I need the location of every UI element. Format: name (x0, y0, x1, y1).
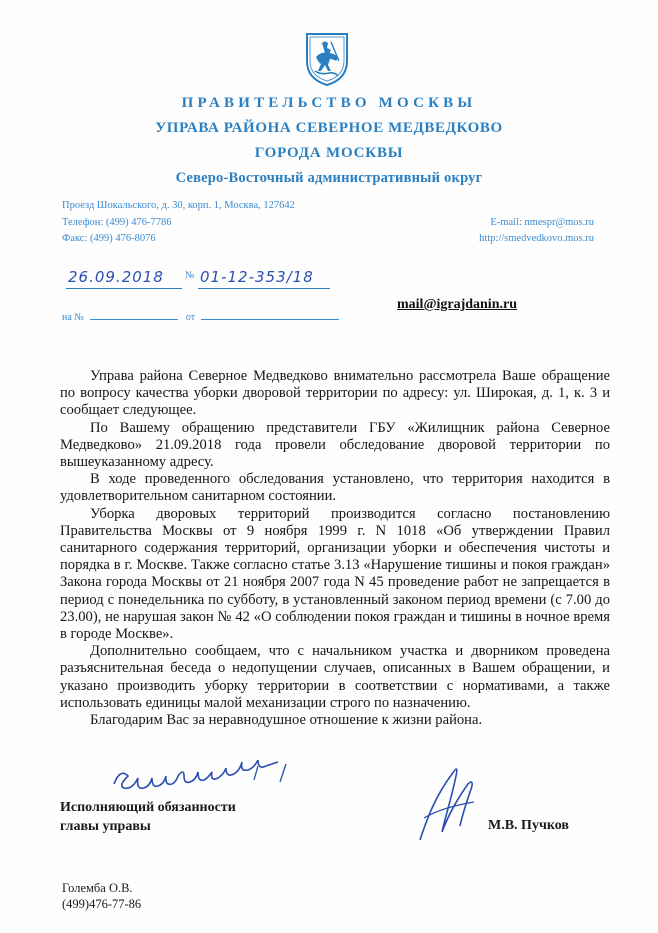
contact-website: http://smedvedkovo.mos.ru (479, 233, 594, 244)
body-paragraph-6: Благодарим Вас за неравнодушное отношение к жизни района. (90, 712, 483, 729)
header-uprava: УПРАВА РАЙОНА СЕВЕРНОЕ МЕДВЕДКОВО (155, 120, 503, 136)
body-paragraph-5: Дополнительно сообщаем, что с начальником участка и дворником проведена разъяснительная беседа о недопущении случаев, описанных в Вашем обращении, и указано производить уборку территории в соответствии с нормативами, а также использовать единицы малой механизации строго по назначению. (60, 643, 610, 711)
letter-body (60, 368, 610, 729)
executor-footer (62, 880, 141, 912)
header-government: ПРАВИТЕЛЬСТВО МОСКВЫ (181, 95, 477, 111)
registration-row (62, 262, 332, 292)
registration-date-field (66, 268, 182, 289)
handwritten-note-icon (108, 760, 338, 796)
contact-phone: Телефон: (499) 476-7786 (62, 217, 172, 228)
reference-na-label: на № (62, 312, 84, 323)
contact-address: Проезд Шокальского, д. 30, корп. 1, Москва, 127642 (62, 200, 295, 211)
recipient-email: mail@igrajdanin.ru (397, 297, 517, 312)
handwritten-signature-icon (412, 762, 482, 842)
moscow-coat-of-arms-icon (304, 31, 350, 87)
body-paragraph-1: Управа района Северное Медведково внимательно рассмотрела Ваше обращение по вопросу качества уборки дворовой территории по адресу: ул. Широкая, д. 1, к. 3 и сообщает следующее. (60, 368, 610, 419)
signatory-title (60, 798, 236, 836)
executor-phone: (499)476-77-86 (62, 897, 142, 911)
signatory-title-line2: главы управы (60, 819, 151, 834)
signatory-title-line1: Исполняющий обязанности (60, 800, 236, 815)
contact-fax: Факс: (499) 476-8076 (62, 233, 156, 244)
reference-ot-label: от (185, 312, 196, 323)
body-paragraph-2: По Вашему обращению представители ГБУ «Жилищник района Северное Медведково» 21.09.2018 года провели обследование дворовой территории по вышеуказанному адресу. (60, 419, 610, 471)
executor-name: Големба О.В. (62, 881, 133, 895)
reference-number-line (90, 310, 178, 320)
reference-date-line (201, 310, 339, 320)
registration-date: 26.09.2018 (68, 268, 164, 286)
body-paragraph-4: Уборка дворовых территорий производится согласно постановлению Правительства Москвы от 9 ноября 1999 г. N 1018 «Об утверждении Правил санитарного содержания территорий, организации уборки и обеспечения чистоты и порядка в г. Москве. Также согласно статье 3.13 «Нарушение тишины и покоя граждан» Закона города Москвы от 21 ноября 2007 года N 45 проведение работ не запрещается в период с понедельника по субботу, в установленный законом период времени (с 7.00 до 23.00), не нарушая закон № 42 «О соблюдении покоя граждан и тишины в ночное время в городе Москве». (60, 505, 610, 643)
reference-row (62, 310, 339, 323)
registration-no-label: № (185, 270, 195, 281)
contact-email: E-mail: nmespr@mos.ru (490, 217, 594, 228)
header-city: ГОРОДА МОСКВЫ (254, 145, 404, 161)
header-okrug: Северо-Восточный административный округ (175, 170, 483, 186)
registration-number-field (198, 268, 330, 289)
body-paragraph-3: В ходе проведенного обследования установлено, что территория находится в удовлетворительном санитарном состоянии. (60, 471, 610, 505)
signatory-name: М.В. Пучков (488, 818, 569, 833)
registration-number: 01-12-353/18 (200, 268, 314, 286)
